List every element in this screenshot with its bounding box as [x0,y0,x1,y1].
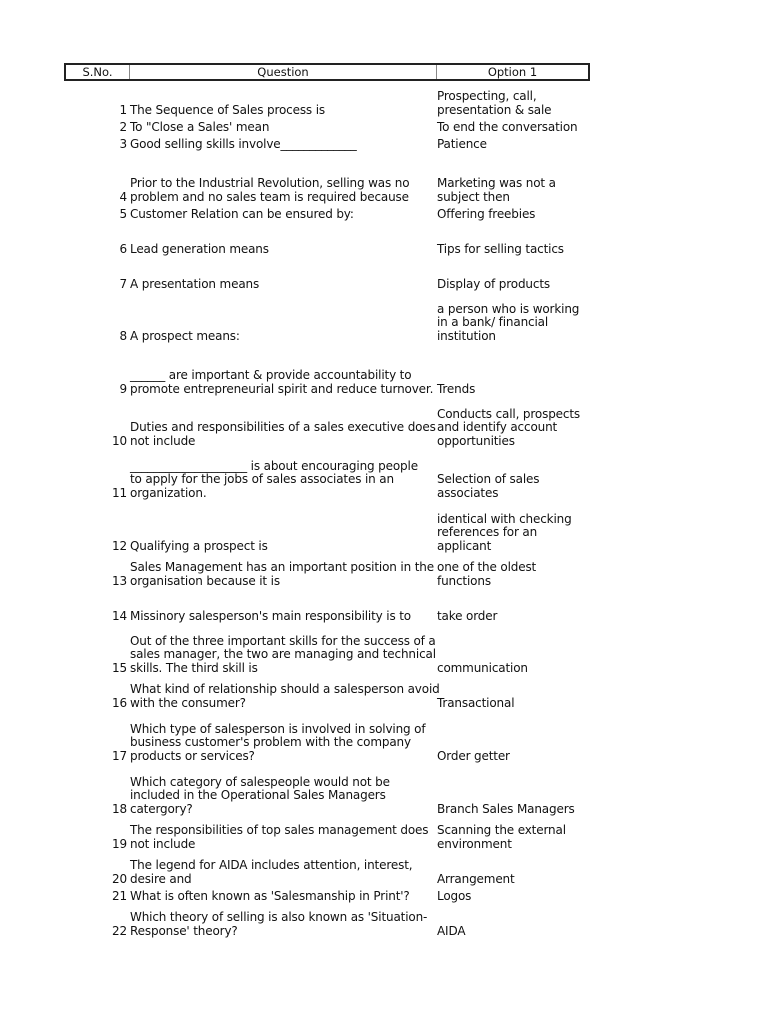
row-option: Tips for selling tactics [437,241,564,256]
row-question: A presentation means [130,276,260,291]
row-number: 3 [119,136,127,151]
row-question: Which type of salesperson is involved in solving of business customer's problem with the company products or services? [130,721,426,763]
row-number: 14 [112,608,127,623]
row-question: ______ are important & provide accountability to promote entrepreneurial spirit and reduce turnover. [130,368,434,396]
row-question: The Sequence of Sales process is [130,102,325,117]
row-question: The legend for AIDA includes attention, interest, desire and [130,858,413,886]
row-option: Offering freebies [437,206,536,221]
row-option: Transactional [437,695,515,710]
row-number: 6 [119,241,127,256]
header-option: Option 1 [487,65,538,79]
row-option: Scanning the external environment [437,823,566,851]
row-number: 18 [112,801,127,816]
row-question: What is often known as 'Salesmanship in Print'? [130,888,410,903]
row-number: 16 [112,695,127,710]
row-question: Out of the three important skills for the success of a sales manager, the two are managing and technical skills. The third skill is [130,633,436,675]
header-question: Question [130,65,437,79]
row-question: ____________________ is about encouraging people to apply for the jobs of sales associates in an organization. [130,458,418,500]
row-question: Duties and responsibilities of a sales executive does not include [130,420,436,448]
row-number: 5 [119,206,127,221]
row-number: 11 [112,485,127,500]
row-option: Conducts call, prospects and identify account opportunities [437,406,581,448]
row-question: Which category of salespeople would not be included in the Operational Sales Managers catergory? [130,774,390,816]
row-question: Prior to the Industrial Revolution, selling was no problem and no sales team is required because [130,176,410,204]
row-question: Qualifying a prospect is [130,538,268,553]
row-option: Display of products [437,276,550,291]
row-option: AIDA [437,923,466,938]
row-number: 21 [112,888,127,903]
row-option: Order getter [437,748,510,763]
row-number: 17 [112,748,127,763]
row-question: What kind of relationship should a salesperson avoid with the consumer? [130,682,440,710]
row-question: The responsibilities of top sales management does not include [130,823,429,851]
row-number: 1 [119,102,127,117]
header-sno: S.No. [66,65,130,79]
row-question: Which theory of selling is also known as 'Situation- Response' theory? [130,910,428,938]
row-number: 12 [112,538,127,553]
row-option: To end the conversation [437,119,578,134]
row-option: identical with checking references for an applicant [437,511,572,553]
row-question: A prospect means: [130,328,240,343]
row-number: 8 [119,328,127,343]
row-question: Missinory salesperson's main responsibility is to [130,608,411,623]
row-option: Trends [437,381,476,396]
row-number: 13 [112,573,127,588]
row-option: take order [437,608,498,623]
row-question: Good selling skills involve_____________ [130,136,357,151]
row-number: 2 [119,119,127,134]
row-option: Marketing was not a subject then [437,176,556,204]
row-option: a person who is working in a bank/ financial institution [437,301,580,343]
row-option: Selection of sales associates [437,472,540,500]
row-number: 10 [112,433,127,448]
row-number: 9 [119,381,127,396]
row-option: one of the oldest functions [437,560,537,588]
row-option: Arrangement [437,871,515,886]
row-option: Branch Sales Managers [437,801,575,816]
row-question: To "Close a Sales' mean [130,119,270,134]
row-option: Patience [437,136,487,151]
row-question: Lead generation means [130,241,269,256]
row-option: Prospecting, call, presentation & sale [437,89,552,117]
row-question: Customer Relation can be ensured by: [130,206,354,221]
row-number: 7 [119,276,127,291]
row-number: 4 [119,189,127,204]
row-option: Logos [437,888,472,903]
row-option: communication [437,660,528,675]
row-question: Sales Management has an important position in the organisation because it is [130,560,434,588]
row-number: 15 [112,660,127,675]
row-number: 20 [112,871,127,886]
row-number: 22 [112,923,127,938]
row-number: 19 [112,836,127,851]
